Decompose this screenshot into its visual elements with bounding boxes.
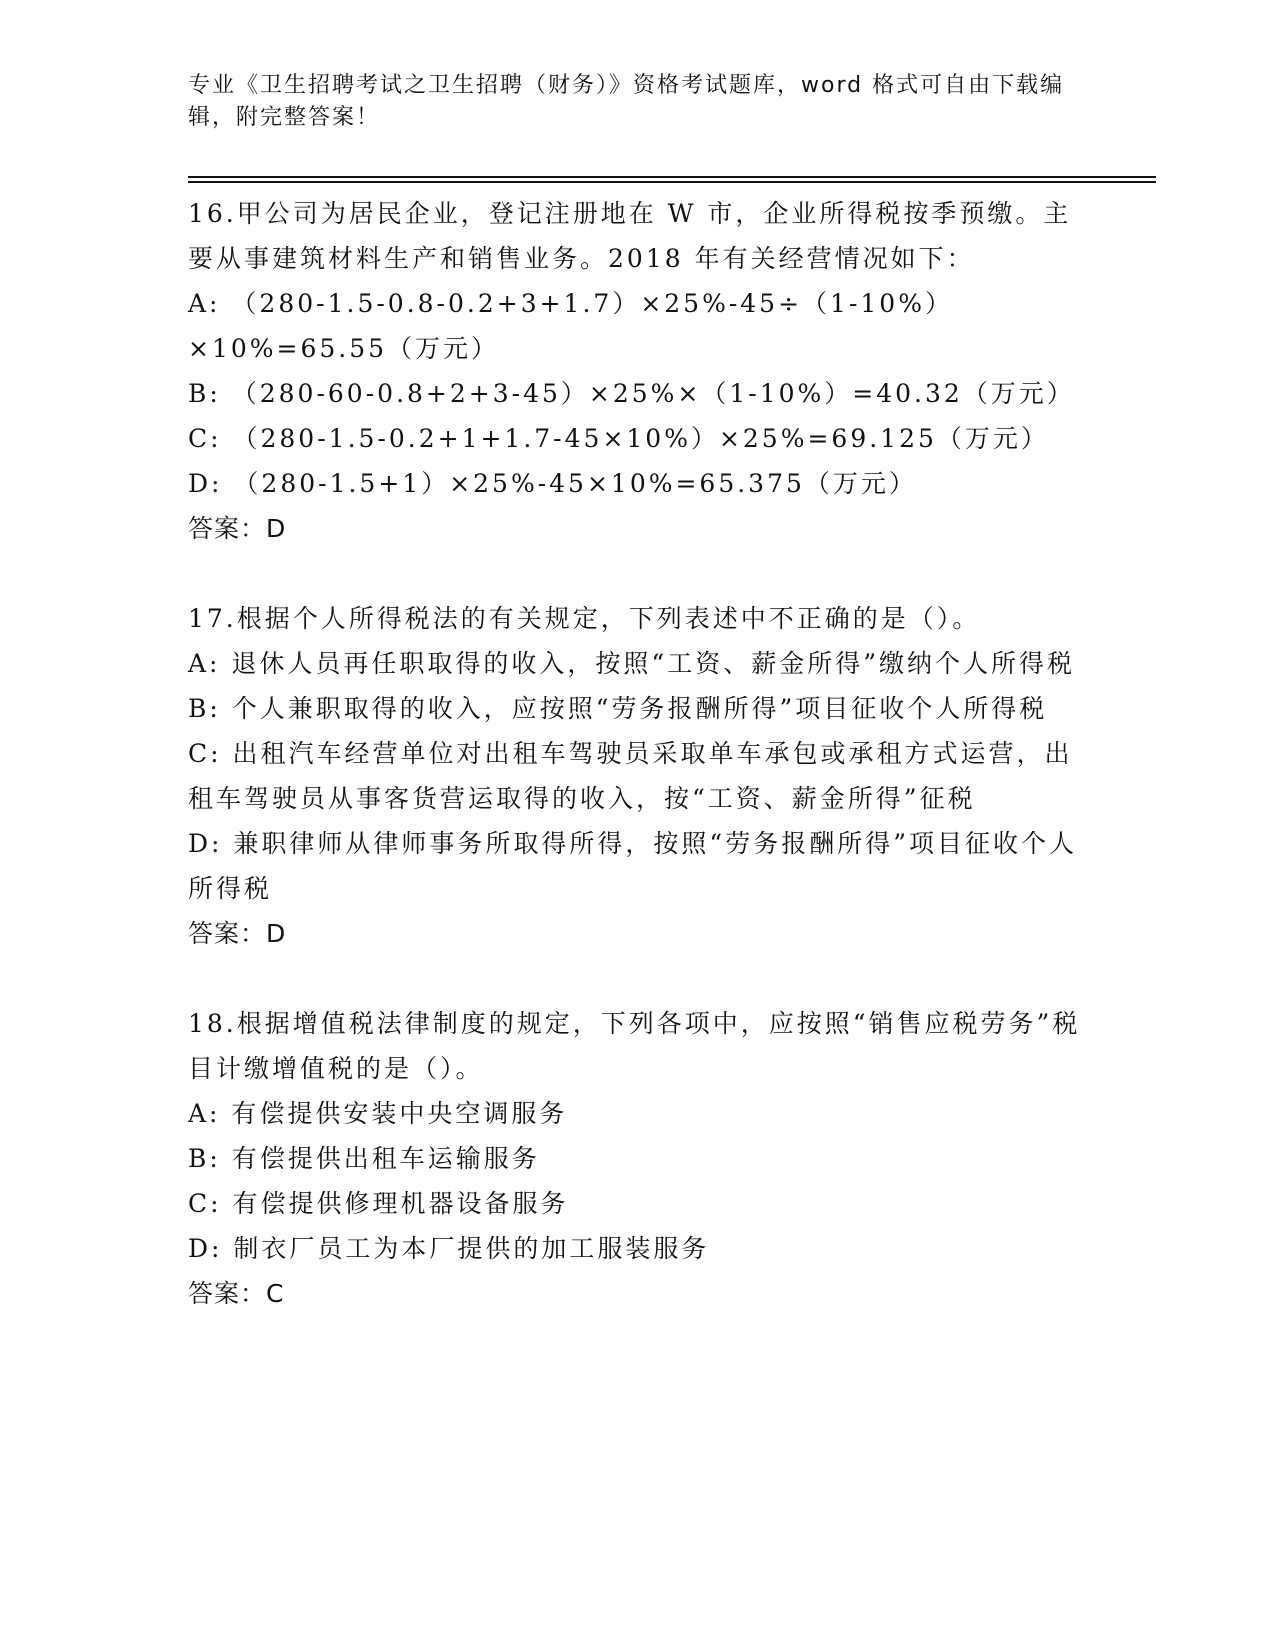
- option-d: D: 兼职律师从律师事务所取得所得，按照“劳务报酬所得”项目征收个人所得税: [188, 829, 1077, 903]
- header-divider-bottom: [188, 181, 1156, 183]
- question-stem: 16.甲公司为居民企业，登记注册地在 W 市，企业所得税按季预缴。主要从事建筑材料生产和销售业务。2018 年有关经营情况如下：: [188, 199, 1072, 273]
- answer-line: 答案：D: [188, 919, 287, 948]
- answer-line: 答案：C: [188, 1279, 285, 1308]
- option-c: C: （280-1.5-0.2+1+1.7-45×10%）×25%=69.125（万元）: [188, 424, 1049, 453]
- option-b: B: 个人兼职取得的收入，应按照“劳务报酬所得”项目征收个人所得税: [188, 694, 1048, 723]
- question-16: [188, 191, 1088, 551]
- option-d: D: 制衣厂员工为本厂提供的加工服装服务: [188, 1234, 710, 1263]
- option-d: D: （280-1.5+1）×25%-45×10%=65.375（万元）: [188, 469, 917, 498]
- question-list: [188, 191, 1088, 1361]
- question-stem: 18.根据增值税法律制度的规定，下列各项中，应按照“销售应税劳务”税目计缴增值税的是（）。: [188, 1009, 1081, 1083]
- header-intro-text: 专业《卫生招聘考试之卫生招聘（财务）》资格考试题库，word 格式可自由下载编辑，附完整答案！: [188, 73, 1065, 130]
- header-divider-top: [188, 176, 1156, 178]
- option-a: A: 退休人员再任职取得的收入，按照“工资、薪金所得”缴纳个人所得税: [188, 649, 1075, 678]
- question-18: [188, 1001, 1088, 1316]
- question-17: [188, 596, 1088, 956]
- answer-line: 答案：D: [188, 514, 287, 543]
- option-a: A: （280-1.5-0.8-0.2+3+1.7）×25%-45÷（1-10%）×10%=65.55（万元）: [188, 289, 953, 363]
- option-a: A: 有偿提供安装中央空调服务: [188, 1099, 568, 1128]
- document-header: [188, 70, 1088, 134]
- question-stem: 17.根据个人所得税法的有关规定，下列表述中不正确的是（）。: [188, 604, 981, 633]
- option-b: B: 有偿提供出租车运输服务: [188, 1144, 540, 1173]
- option-c: C: 有偿提供修理机器设备服务: [188, 1189, 569, 1218]
- option-b: B: （280-60-0.8+2+3-45）×25%×（1-10%）=40.32（万元）: [188, 379, 1075, 408]
- option-c: C: 出租汽车经营单位对出租车驾驶员采取单车承包或承租方式运营，出租车驾驶员从事客货营运取得的收入，按“工资、薪金所得”征税: [188, 739, 1073, 813]
